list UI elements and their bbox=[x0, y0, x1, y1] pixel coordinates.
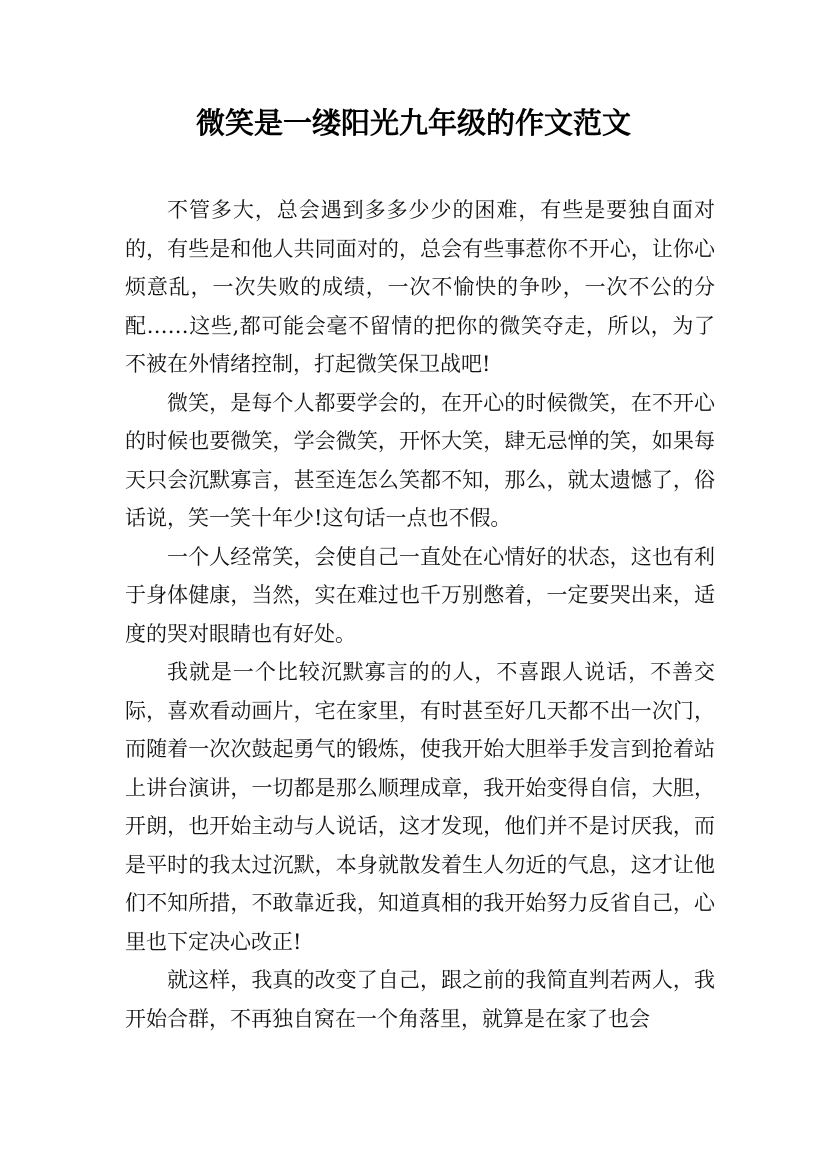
paragraph: 微笑，是每个人都要学会的，在开心的时候微笑，在不开心的时候也要微笑，学会微笑，开怀大笑，肆无忌惮的笑，如果每天只会沉默寡言，甚至连怎么笑都不知，那么，就太遗憾了，俗话说，笑一笑十年少!这句话一点也不假。 bbox=[125, 390, 715, 530]
paragraph: 不管多大，总会遇到多多少少的困难，有些是要独自面对的，有些是和他人共同面对的，总会有些事惹你不开心，让你心烦意乱，一次失败的成绩，一次不愉快的争吵，一次不公的分配……这些,都可能会毫不留情的把你的微笑夺走，所以，为了不被在外情绪控制，打起微笑保卫战吧! bbox=[125, 198, 715, 376]
paragraph: 我就是一个比较沉默寡言的的人，不喜跟人说话，不善交际，喜欢看动画片，宅在家里，有时甚至好几天都不出一次门，而随着一次次鼓起勇气的锻炼，使我开始大胆举手发言到抢着站上讲台演讲，一切都是那么顺理成章，我开始变得自信，大胆，开朗，也开始主动与人说话，这才发现，他们并不是讨厌我，而是平时的我太过沉默，本身就散发着生人勿近的气息，这才让他们不知所措，不敢靠近我，知道真相的我开始努力反省自己，心里也下定决心改正! bbox=[125, 660, 715, 954]
paragraph: 一个人经常笑，会使自己一直处在心情好的状态，这也有利于身体健康，当然，实在难过也千万别憋着，一定要哭出来，适度的哭对眼睛也有好处。 bbox=[125, 544, 715, 646]
paragraph: 就这样，我真的改变了自己，跟之前的我简直判若两人，我开始合群，不再独自窝在一个角落里，就算是在家了也会 bbox=[125, 968, 715, 1031]
document-body bbox=[125, 191, 715, 1038]
document-title: 微笑是一缕阳光九年级的作文范文 bbox=[195, 106, 631, 140]
